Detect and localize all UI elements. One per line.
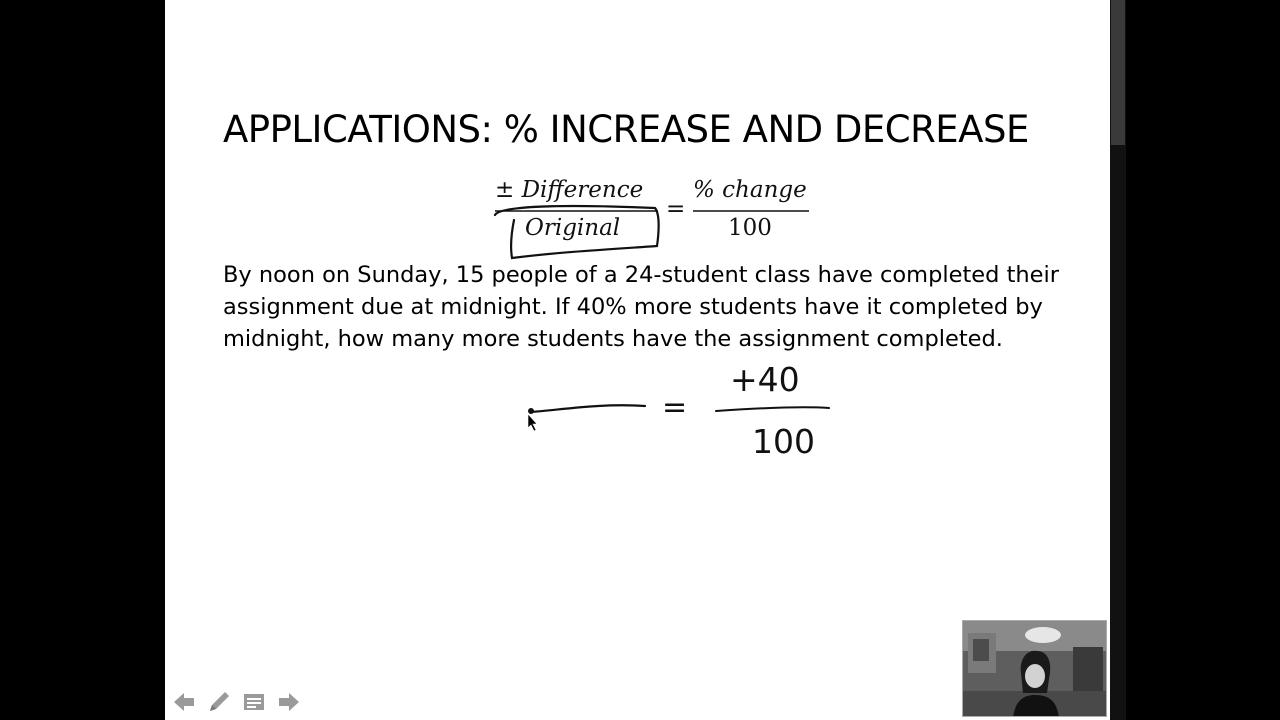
slideshow-toolbar <box>170 688 303 716</box>
formula-denominator-left: Original <box>525 215 621 241</box>
handwritten-numerator: +40 <box>730 360 800 399</box>
handwritten-equals: = <box>662 390 688 425</box>
next-slide-button[interactable] <box>275 688 303 716</box>
pen-tool-button[interactable] <box>205 688 233 716</box>
scrollbar-thumb[interactable] <box>1111 0 1125 145</box>
presenter-video-image <box>963 621 1107 717</box>
arrow-left-icon <box>172 691 196 713</box>
arrow-right-icon <box>277 691 301 713</box>
percent-change-formula <box>490 172 820 252</box>
pen-icon <box>206 689 232 715</box>
menu-icon <box>242 691 266 713</box>
webcam-video-feed <box>962 620 1107 717</box>
formula-numerator-right: % change <box>693 177 807 203</box>
formula-numerator-left: ± Difference <box>495 177 644 203</box>
previous-slide-button[interactable] <box>170 688 198 716</box>
formula-equals: = <box>666 196 686 222</box>
handwritten-denominator: 100 <box>752 422 815 461</box>
formula-denominator-right: 100 <box>728 215 772 241</box>
problem-statement: By noon on Sunday, 15 people of a 24-student class have completed their assignment due at midnight. If 40% more students have it completed by midnight, how many more students have the assignment completed. <box>223 262 1059 352</box>
slide-title: APPLICATIONS: % INCREASE AND DECREASE <box>223 108 1029 151</box>
slide-menu-button[interactable] <box>240 688 268 716</box>
